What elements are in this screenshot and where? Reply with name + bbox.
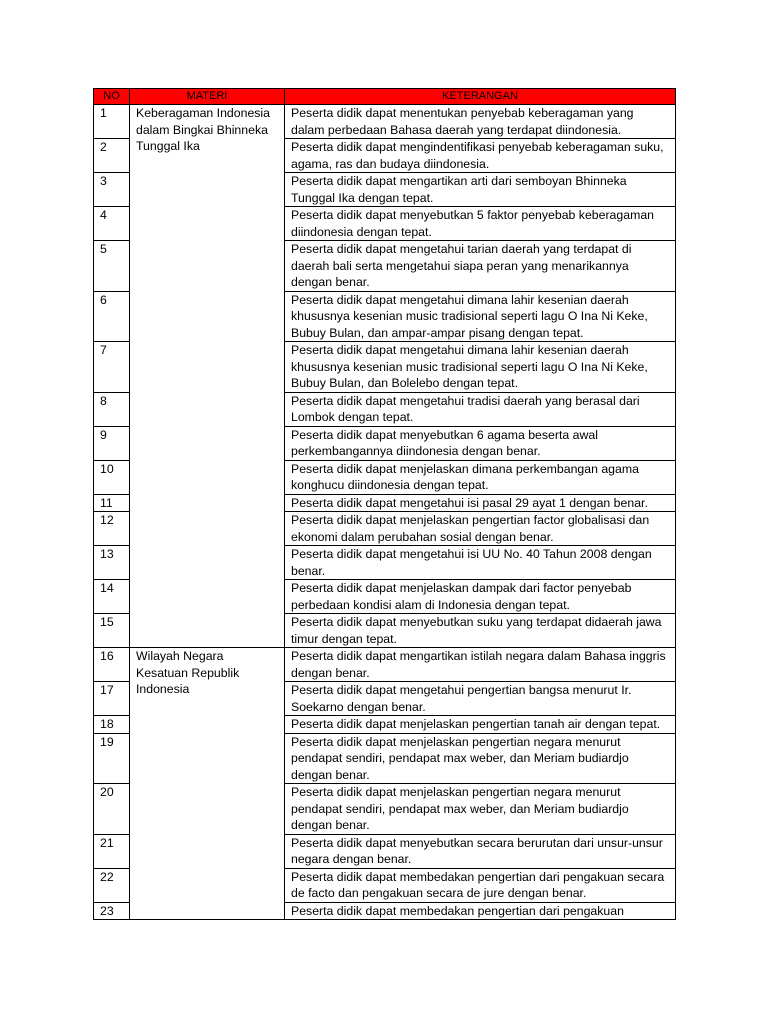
row-number: 4 <box>94 207 130 241</box>
keterangan-cell: Peserta didik dapat mengetahui isi UU No. 40 Tahun 2008 dengan benar. <box>285 546 676 580</box>
materi-cell: Wilayah Negara Kesatuan Republik Indonesia <box>130 648 285 920</box>
keterangan-cell: Peserta didik dapat menjelaskan pengertian negara menurut pendapat sendiri, pendapat max weber, dan Meriam budiardjo dengan benar. <box>285 784 676 835</box>
row-number: 8 <box>94 392 130 426</box>
header-keterangan: KETERANGAN <box>285 89 676 105</box>
row-number: 15 <box>94 614 130 648</box>
keterangan-cell: Peserta didik dapat mengetahui isi pasal 29 ayat 1 dengan benar. <box>285 494 676 512</box>
row-number: 19 <box>94 733 130 784</box>
keterangan-cell: Peserta didik dapat mengetahui tradisi daerah yang berasal dari Lombok dengan tepat. <box>285 392 676 426</box>
keterangan-cell: Peserta didik dapat menjelaskan dampak dari factor penyebab perbedaan kondisi alam di Indonesia dengan tepat. <box>285 580 676 614</box>
keterangan-cell: Peserta didik dapat menentukan penyebab keberagaman yang dalam perbedaan Bahasa daerah yang terdapat diindonesia. <box>285 105 676 139</box>
row-number: 22 <box>94 868 130 902</box>
table-row <box>94 105 676 139</box>
row-number: 9 <box>94 426 130 460</box>
row-number: 1 <box>94 105 130 139</box>
keterangan-cell: Peserta didik dapat menyebutkan 5 faktor penyebab keberagaman diindonesia dengan tepat. <box>285 207 676 241</box>
row-number: 21 <box>94 834 130 868</box>
table-body <box>94 105 676 920</box>
row-number: 5 <box>94 241 130 292</box>
row-number: 2 <box>94 139 130 173</box>
keterangan-cell: Peserta didik dapat mengindentifikasi penyebab keberagaman suku, agama, ras dan budaya diindonesia. <box>285 139 676 173</box>
keterangan-cell: Peserta didik dapat menjelaskan pengertian factor globalisasi dan ekonomi dalam perubahan sosial dengan benar. <box>285 512 676 546</box>
keterangan-cell: Peserta didik dapat mengetahui pengertian bangsa menurut Ir. Soekarno dengan benar. <box>285 682 676 716</box>
row-number: 7 <box>94 342 130 393</box>
row-number: 17 <box>94 682 130 716</box>
keterangan-cell: Peserta didik dapat menyebutkan secara berurutan dari unsur-unsur negara dengan benar. <box>285 834 676 868</box>
row-number: 13 <box>94 546 130 580</box>
row-number: 12 <box>94 512 130 546</box>
materi-table <box>93 88 676 920</box>
keterangan-cell: Peserta didik dapat mengetahui tarian daerah yang terdapat di daerah bali serta mengetahui siapa peran yang menarikannya dengan benar. <box>285 241 676 292</box>
header-materi: MATERI <box>130 89 285 105</box>
row-number: 10 <box>94 460 130 494</box>
table-row <box>94 648 676 682</box>
row-number: 18 <box>94 716 130 734</box>
keterangan-cell: Peserta didik dapat mengetahui dimana lahir kesenian daerah khususnya kesenian music tradisional seperti lagu O Ina Ni Keke, Bubuy Bulan, dan ampar-ampar pisang dengan tepat. <box>285 291 676 342</box>
row-number: 11 <box>94 494 130 512</box>
row-number: 23 <box>94 902 130 920</box>
table-header-row <box>94 89 676 105</box>
keterangan-cell: Peserta didik dapat menjelaskan pengertian negara menurut pendapat sendiri, pendapat max weber, dan Meriam budiardjo dengan benar. <box>285 733 676 784</box>
keterangan-cell: Peserta didik dapat menyebutkan 6 agama beserta awal perkembangannya diindonesia dengan benar. <box>285 426 676 460</box>
materi-cell: Keberagaman Indonesia dalam Bingkai Bhinneka Tunggal Ika <box>130 105 285 648</box>
keterangan-cell: Peserta didik dapat mengetahui dimana lahir kesenian daerah khususnya kesenian music tradisional seperti lagu O Ina Ni Keke, Bubuy Bulan, dan Bolelebo dengan tepat. <box>285 342 676 393</box>
keterangan-cell: Peserta didik dapat menjelaskan dimana perkembangan agama konghucu diindonesia dengan tepat. <box>285 460 676 494</box>
keterangan-cell: Peserta didik dapat membedakan pengertian dari pengakuan <box>285 902 676 920</box>
row-number: 14 <box>94 580 130 614</box>
row-number: 16 <box>94 648 130 682</box>
row-number: 3 <box>94 173 130 207</box>
keterangan-cell: Peserta didik dapat mengartikan arti dari semboyan Bhinneka Tunggal Ika dengan tepat. <box>285 173 676 207</box>
keterangan-cell: Peserta didik dapat menjelaskan pengertian tanah air dengan tepat. <box>285 716 676 734</box>
keterangan-cell: Peserta didik dapat membedakan pengertian dari pengakuan secara de facto dan pengakuan secara de jure dengan benar. <box>285 868 676 902</box>
header-no: NO <box>94 89 130 105</box>
keterangan-cell: Peserta didik dapat mengartikan istilah negara dalam Bahasa inggris dengan benar. <box>285 648 676 682</box>
row-number: 20 <box>94 784 130 835</box>
row-number: 6 <box>94 291 130 342</box>
keterangan-cell: Peserta didik dapat menyebutkan suku yang terdapat didaerah jawa timur dengan tepat. <box>285 614 676 648</box>
